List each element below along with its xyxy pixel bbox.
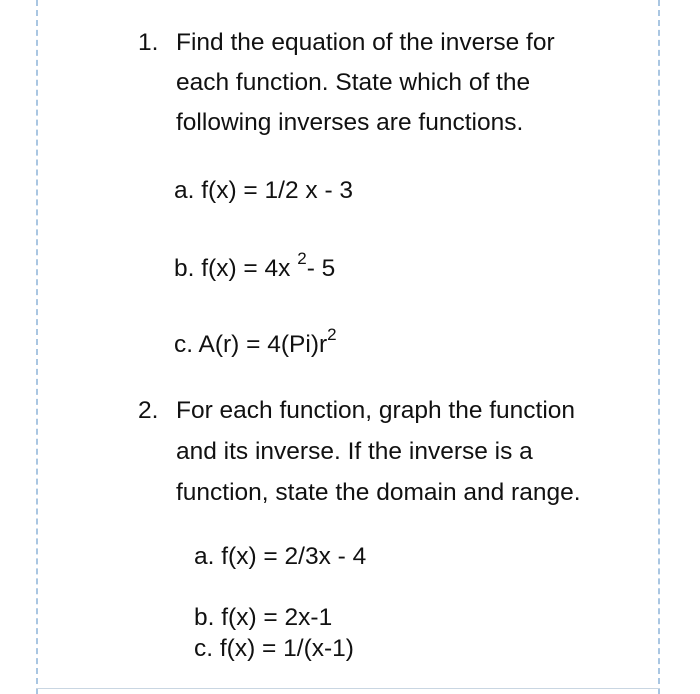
question-1-line-2: each function. State which of the xyxy=(176,69,531,96)
question-1-line-3: following inverses are functions. xyxy=(176,109,524,136)
question-2-line-1: For each function, graph the function xyxy=(176,397,576,424)
question-1-part-b-exponent: 2 xyxy=(297,248,307,268)
question-1-line-1: Find the equation of the inverse for xyxy=(176,29,555,56)
question-1-part-c-exponent: 2 xyxy=(327,324,337,344)
left-dashed-border xyxy=(36,0,38,694)
right-dashed-border xyxy=(658,0,660,694)
question-1-number: 1. xyxy=(138,29,159,56)
question-1-part-a: a. f(x) = 1/2 x - 3 xyxy=(174,177,354,204)
question-1-part-b-prefix: b. f(x) = 4x xyxy=(174,255,298,282)
question-2-part-c: c. f(x) = 1/(x-1) xyxy=(194,635,354,662)
question-1-part-c-prefix: c. A(r) = 4(Pi)r xyxy=(174,331,328,358)
question-2-part-b: b. f(x) = 2x-1 xyxy=(194,604,333,631)
question-2-part-a: a. f(x) = 2/3x - 4 xyxy=(194,543,367,570)
question-2-line-3: function, state the domain and range. xyxy=(176,479,581,506)
bottom-rule xyxy=(36,688,660,689)
question-1-part-b xyxy=(174,248,336,284)
question-2-number: 2. xyxy=(138,397,159,424)
question-2-line-2: and its inverse. If the inverse is a xyxy=(176,438,533,465)
question-1-part-c xyxy=(174,324,337,360)
question-1-part-b-suffix: - 5 xyxy=(306,255,336,282)
